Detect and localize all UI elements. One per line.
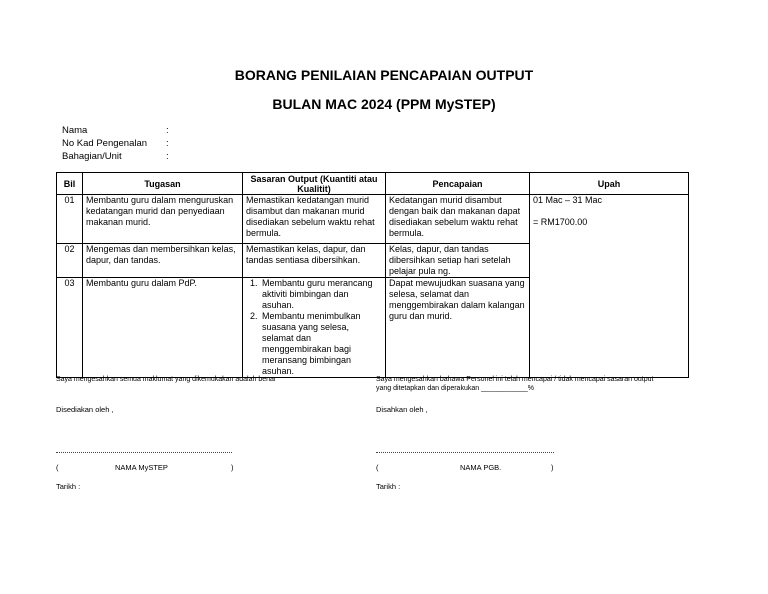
header-bil: Bil <box>57 173 83 195</box>
sasaran-list <box>246 278 382 377</box>
close-paren-left: ) <box>231 463 234 472</box>
header-upah: Upah <box>530 173 689 195</box>
date-label-right: Tarikh : <box>376 482 401 491</box>
form-subtitle: BULAN MAC 2024 (PPM MySTEP) <box>272 96 496 112</box>
info-label-nama: Nama <box>62 125 88 136</box>
cell-pencapaian: Kelas, dapur, dan tandas dibersihkan setiap hari setelah pelajar pula ng. <box>386 244 530 278</box>
info-row-unit <box>62 150 169 163</box>
signature-line-left <box>56 452 232 453</box>
cell-pencapaian: Kedatangan murid disambut dengan baik dan makanan dapat disediakan sebelum waktu rehat bermula. <box>386 195 530 244</box>
cell-sasaran: Memastikan kedatangan murid disambut dan makanan murid disediakan sebelum waktu rehat bermula. <box>243 195 386 244</box>
approved-by-label: Disahkan oleh , <box>376 405 428 414</box>
form-title: BORANG PENILAIAN PENCAPAIAN OUTPUT <box>234 67 534 83</box>
info-separator: : <box>166 138 169 149</box>
cell-upah <box>530 195 689 378</box>
open-paren-left: ( <box>56 463 59 472</box>
right-declaration-line1: Saya mengesahkan bahawa Personel ini telah mencapai / tidak mencapai sasaran output <box>376 376 654 383</box>
upah-amount: = RM1700.00 <box>533 217 588 227</box>
date-label-left: Tarikh : <box>56 482 81 491</box>
open-paren-right: ( <box>376 463 379 472</box>
cell-bil: 02 <box>57 244 83 278</box>
output-table <box>56 172 689 378</box>
cell-sasaran <box>243 278 386 378</box>
header-pencapaian: Pencapaian <box>386 173 530 195</box>
cell-bil: 03 <box>57 278 83 378</box>
info-separator: : <box>166 151 169 162</box>
table-row <box>57 195 689 244</box>
name-mystep: NAMA MySTEP <box>115 463 168 472</box>
info-label-ic: No Kad Pengenalan <box>62 138 148 149</box>
info-separator: : <box>166 125 169 136</box>
info-label-unit: Bahagian/Unit <box>62 151 122 162</box>
signature-line-right <box>376 452 554 453</box>
cell-sasaran: Memastikan kelas, dapur, dan tandas sentiasa dibersihkan. <box>243 244 386 278</box>
info-row-ic <box>62 137 169 150</box>
upah-period: 01 Mac – 31 Mac <box>533 195 603 205</box>
table-header-row <box>57 173 689 195</box>
cell-tugasan: Mengemas dan membersihkan kelas, dapur, dan tandas. <box>83 244 243 278</box>
info-row-nama <box>62 124 169 137</box>
prepared-by-label: Disediakan oleh , <box>56 405 114 414</box>
cell-tugasan: Membantu guru dalam PdP. <box>83 278 243 378</box>
cell-tugasan: Membantu guru dalam menguruskan kedatangan murid dan penyediaan makanan murid. <box>83 195 243 244</box>
header-tugasan: Tugasan <box>83 173 243 195</box>
cell-bil: 01 <box>57 195 83 244</box>
right-declaration <box>376 375 653 393</box>
header-sasaran: Sasaran Output (Kuantiti atau Kualitit) <box>243 173 386 195</box>
cell-pencapaian: Dapat mewujudkan suasana yang selesa, selamat dan menggembirakan dalam kalangan guru dan murid. <box>386 278 530 378</box>
right-declaration-line2: yang ditetapkan dan diperakukan ____________% <box>376 385 535 392</box>
list-item: 2. Membantu menimbulkan suasana yang selesa, selamat dan menggembirakan bagi meransang bimbingan asuhan. <box>260 311 382 377</box>
close-paren-right: ) <box>551 463 554 472</box>
list-item: 1. Membantu guru merancang aktiviti bimbingan dan asuhan. <box>260 278 382 311</box>
name-pgb: NAMA PGB. <box>460 463 502 472</box>
left-declaration: Saya mengesahkan semua maklumat yang dikemukakan adalah benar <box>56 376 277 383</box>
personal-info <box>62 124 169 163</box>
